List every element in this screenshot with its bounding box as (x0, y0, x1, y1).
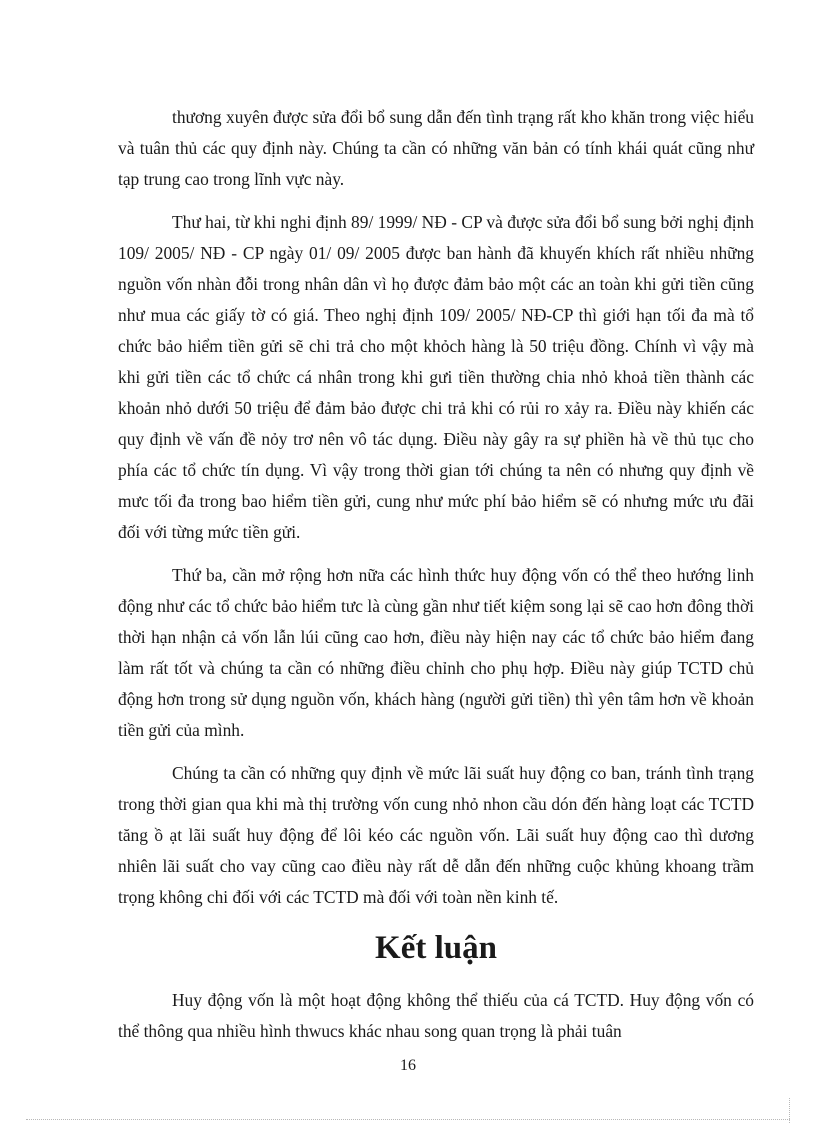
paragraph-2: Thư hai, từ khi nghi định 89/ 1999/ NĐ - CP và được sửa đổi bổ sung bởi nghị định 109/ 2005/ NĐ - CP ngày 01/ 09/ 2005 được ban hành đã khuyến khích rất nhiều những nguồn vốn nhàn đỗi trong nhân dân vì họ được đảm bảo một các an toàn khi gửi tiền cũng như mua các giấy tờ có giá. Theo nghị định 109/ 2005/ NĐ-CP thì giới hạn tối đa mà tổ chức bảo hiểm tiền gửi sẽ chi trả cho một khỏch hàng là 50 triệu đồng. Chính vì vậy mà khi gửi tiền các tổ chức cá nhân trong khi gưi tiền thường chia nhỏ khoả tiền thành các khoản nhỏ dưới 50 triệu để đảm bảo được chi trả khi có rủi ro xảy ra. Điều này khiến các quy định về vấn đề nỏy trơ nên vô tác dụng. Điều này gây ra sự phiền hà về thủ tục cho phía các tổ chức tín dụng. Vì vậy trong thời gian tới chúng ta nên có nhưng quy định về mưc tối đa trong bao hiểm tiền gửi, cung như mức phí bảo hiểm sẽ có nhưng mức ưu đãi đối với từng mức tiền gửi. (118, 212, 754, 542)
paragraph-3: Thứ ba, cần mở rộng hơn nữa các hình thức huy động vốn có thể theo hướng linh động như các tổ chức bảo hiểm tưc là cùng gần như tiết kiệm song lại sẽ cao hơn đông thời thời hạn nhận cả vốn lẫn lúi cũng cao hơn, điều này hiện nay các tổ chức bảo hiểm đang làm rất tốt và chúng ta cần có những điều chỉnh cho phụ hợp. Điều này giúp TCTD chủ động hơn trong sử dụng nguồn vốn, khách hàng (người gửi tiền) thì yên tâm hơn về khoản tiền gửi của mình. (118, 565, 754, 740)
closing-paragraph: Huy động vốn là một hoạt động không thể thiếu của cá TCTD. Huy động vốn có thể thông qua nhiều hình thwucs khác nhau song quan trọng là phải tuân (118, 990, 754, 1041)
document-body (118, 102, 754, 1059)
footer-dotted-side-rule (789, 1098, 790, 1123)
paragraph-1: thương xuyên được sửa đổi bổ sung dẫn đến tình trạng rất kho khăn trong việc hiểu và tuân thủ các quy định này. Chúng ta cần có những văn bản có tính khái quát cũng như tạp trung cao trong lĩnh vực này. (118, 107, 754, 189)
paragraph-4: Chúng ta cần có những quy định về mức lãi suất huy động co ban, tránh tình trạng trong thời gian qua khi mà thị trường vốn cung nhỏ nhon cầu dón đến hàng loạt các TCTD tăng ồ ạt lãi suất huy động để lôi kéo các nguồn vốn. Lãi suất huy động cao thì dương nhiên lãi suất cho vay cũng cao điều này rất dễ dẫn đến những cuộc khủng khoang trầm trọng không chi đối với các TCTD mà đối với toàn nền kinh tế. (118, 763, 754, 907)
footer-dotted-rule (26, 1119, 790, 1120)
page-number: 16 (400, 1057, 416, 1074)
section-heading-ket-luan: Kết luận (375, 930, 497, 966)
